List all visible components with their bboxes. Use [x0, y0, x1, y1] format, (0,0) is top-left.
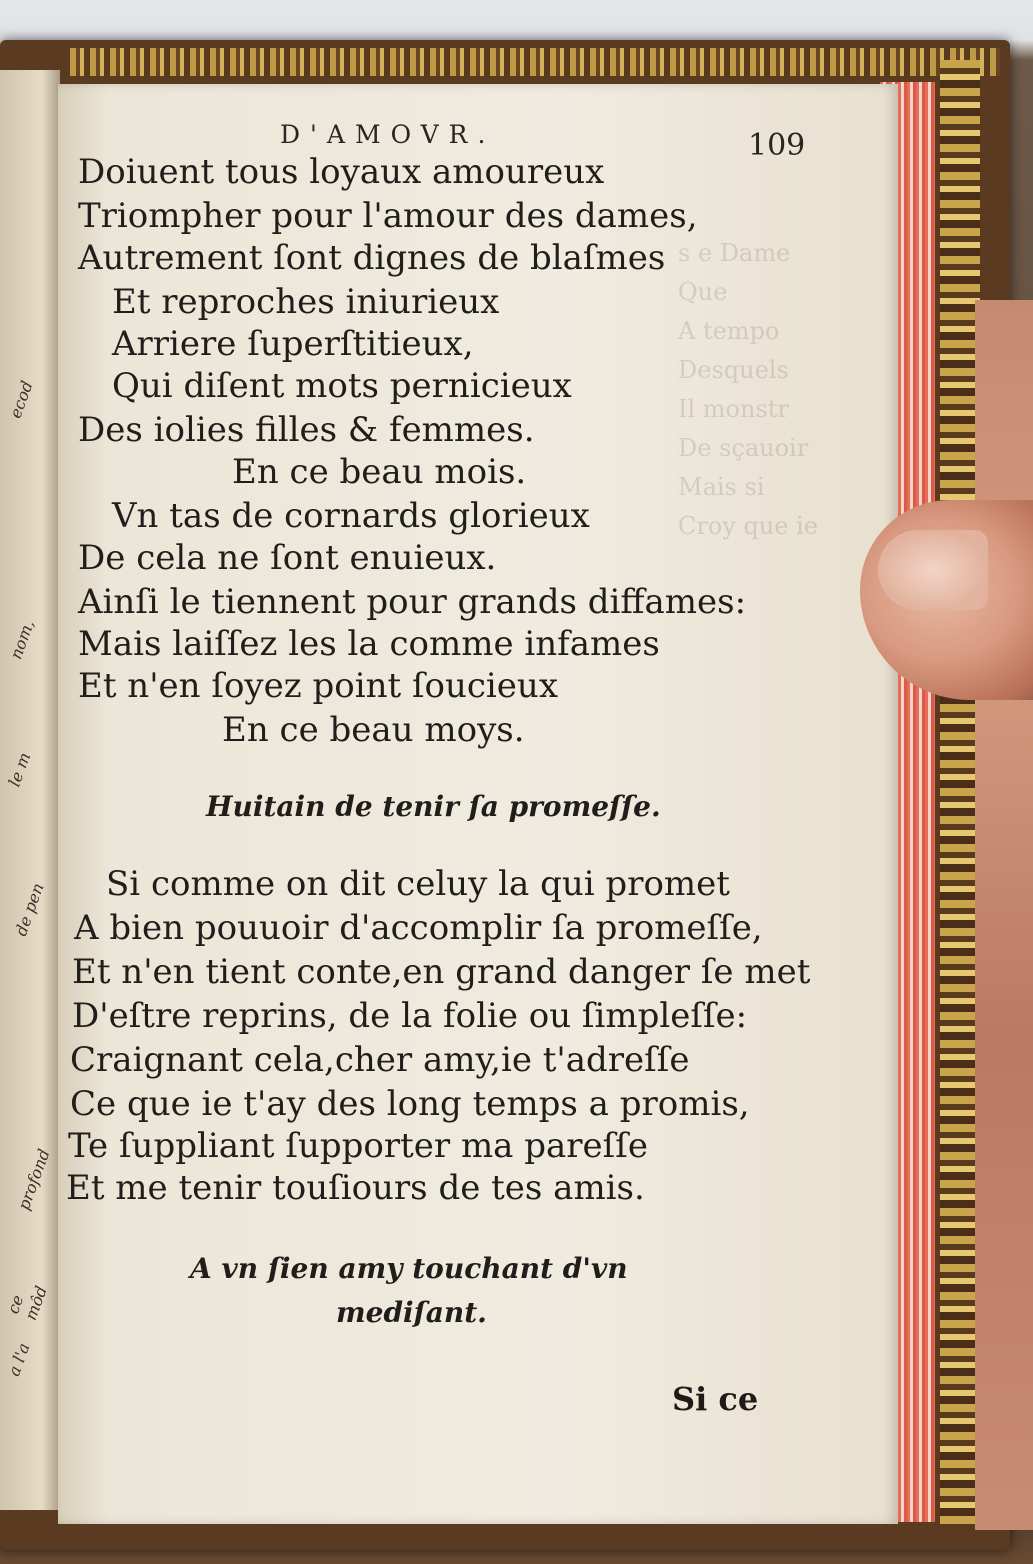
verse-line: Ce que ie t'ay des long temps a promis,	[70, 1084, 750, 1124]
holding-hand	[975, 300, 1033, 1530]
verse-line: Si comme on dit celuy la qui promet	[106, 864, 730, 904]
left-page-fragment: nom,	[6, 617, 38, 662]
left-page-fragment: a l'a	[4, 1340, 34, 1379]
verse-line: Craignant cela,cher amy,ie t'adreſſe	[70, 1040, 690, 1080]
verse-line: Doiuent tous loyaux amoureux	[78, 152, 605, 192]
poem-2-title: Huitain de tenir ſa promeſſe.	[206, 790, 661, 823]
thumbnail	[878, 530, 988, 610]
running-title: D'AMOVR.	[280, 120, 496, 149]
left-page-fragment: de pen	[11, 880, 48, 939]
verse-refrain: En ce beau mois.	[232, 452, 527, 492]
catchword: Si ce	[672, 1380, 759, 1418]
page-number: 109	[748, 128, 806, 163]
show-through-text: s e Dame Que A tempo Desquels Il monstr De sçauoir Mais si Croy que ie	[678, 239, 819, 540]
verse-line: Mais laiſſez les la comme infames	[78, 624, 660, 664]
verse-line: Et me tenir touſiours de tes amis.	[66, 1168, 645, 1208]
verse-line: Te ſuppliant ſupporter ma pareſſe	[68, 1126, 648, 1166]
verse-line: Des iolies filles & femmes.	[78, 410, 535, 450]
left-page-fragment: profond	[14, 1146, 54, 1213]
verse-line: Ainſi le tiennent pour grands diffames:	[78, 582, 747, 622]
verse-line: Vn tas de cornards glorieux	[112, 496, 590, 536]
verse-line: Et n'en ſoyez point ſoucieux	[78, 666, 559, 706]
verse-refrain: En ce beau moys.	[222, 710, 525, 750]
verse-line: De cela ne ſont enuieux.	[78, 538, 497, 578]
poem-3-title-line2: mediſant.	[336, 1296, 487, 1329]
verse-line: A bien pouuoir d'accomplir ſa promeſſe,	[74, 908, 763, 948]
verse-line: D'eſtre reprins, de la folie ou ſimpleſſe:	[72, 996, 748, 1036]
left-page-fragment: le m	[4, 749, 35, 790]
poem-3-title-line1: A vn ſien amy touchant d'vn	[190, 1252, 628, 1285]
left-page-fragment: ecod	[5, 378, 37, 421]
verse-line: Autrement ſont dignes de blaſmes	[78, 238, 666, 278]
verse-line: Triompher pour l'amour des dames,	[78, 196, 698, 236]
verse-line: Et reproches iniurieux	[112, 282, 500, 322]
verse-line: Qui diſent mots pernicieux	[112, 366, 572, 406]
left-page-fragment: ce môd	[3, 1283, 51, 1323]
verse-line: Et n'en tient conte,en grand danger ſe met	[72, 952, 811, 992]
verse-line: Arriere ſuperſtitieux,	[112, 324, 474, 364]
